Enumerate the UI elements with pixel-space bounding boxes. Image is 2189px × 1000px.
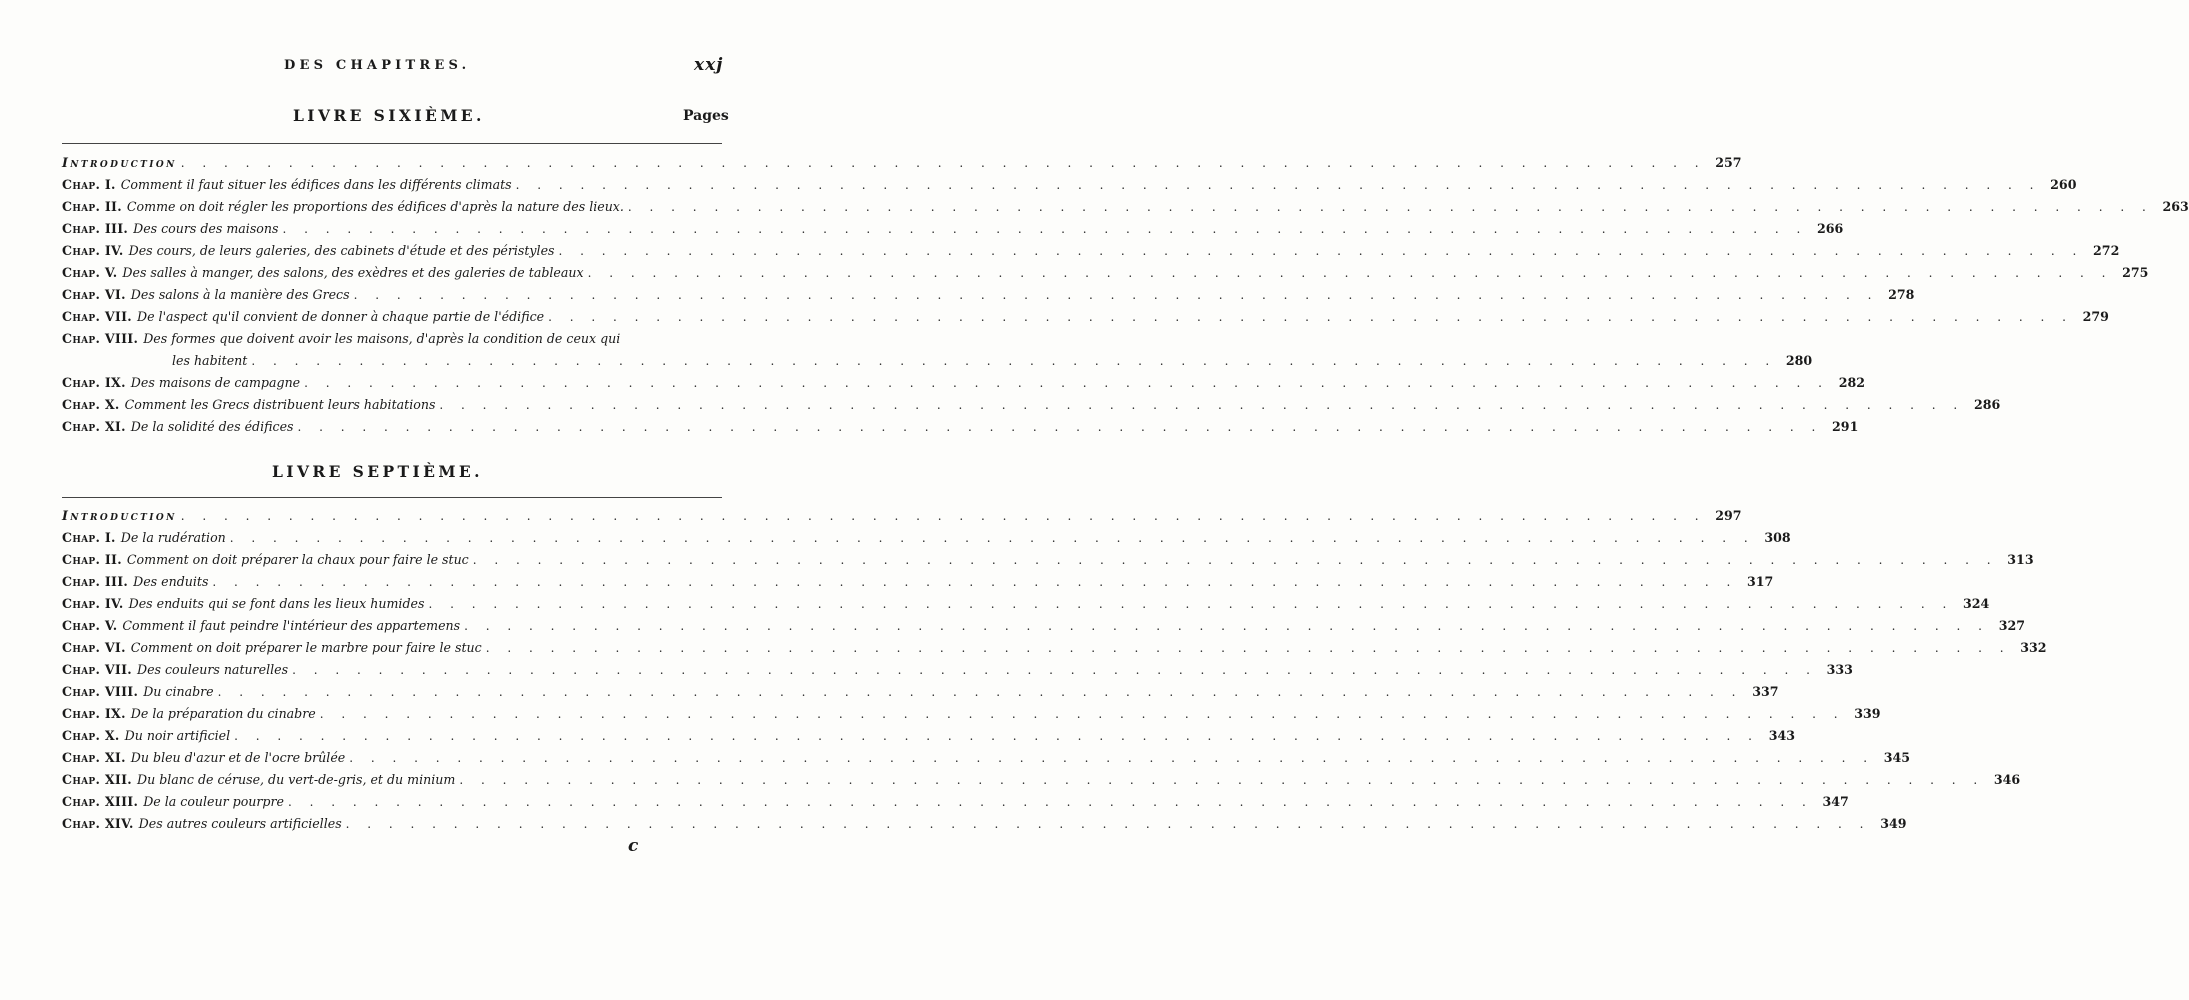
chapter-title: De l'aspect qu'il convient de donner à chaque partie de l'édifice — [136, 309, 545, 324]
dot-leader — [559, 240, 2084, 262]
chapter-title: Comme on doit régler les proportions des édifices d'après la nature des lieux. — [126, 199, 624, 214]
chapter-title: Des maisons de campagne — [130, 375, 301, 390]
page-reference: 279 — [2082, 309, 2109, 324]
chapter-title: Du cinabre — [143, 684, 214, 699]
page-reference: 286 — [1973, 397, 2001, 412]
toc-entry — [62, 791, 1849, 813]
chapter-label: Chap. V. — [62, 618, 118, 633]
toc-entry — [62, 284, 1915, 306]
chapter-label: Chap. X. — [62, 728, 120, 743]
divider — [62, 497, 722, 498]
chapter-label: Chap. XIII. — [62, 794, 139, 809]
dot-leader — [439, 394, 1964, 416]
chapter-label: Chap. XI. — [62, 419, 126, 434]
chapter-title: Comment on doit préparer la chaux pour faire le stuc — [126, 552, 469, 567]
chapter-label: Chap. VIII. — [62, 684, 139, 699]
dot-leader — [473, 549, 1998, 571]
page-reference: 345 — [1883, 750, 1911, 765]
toc-entry — [62, 527, 1791, 549]
dot-leader — [181, 152, 1706, 174]
chapter-title: Comment les Grecs distribuent leurs habitations — [124, 397, 436, 412]
toc-entry — [62, 615, 2025, 637]
chapter-label: Chap. VII. — [62, 662, 132, 677]
toc-entry — [62, 747, 1911, 769]
page-reference: 278 — [1888, 287, 1915, 302]
page-reference: 347 — [1822, 794, 1849, 809]
dot-leader — [428, 593, 1953, 615]
page-reference: 308 — [1764, 530, 1791, 545]
dot-leader — [628, 196, 2153, 218]
chapter-title: Des salons à la manière des Grecs — [130, 287, 350, 302]
chapter-title: Du bleu d'azur et de l'ocre brûlée — [130, 750, 346, 765]
dot-leader — [516, 174, 2041, 196]
chapter-title: De la solidité des édifices — [130, 419, 294, 434]
page-reference: 317 — [1746, 574, 1774, 589]
toc-entry — [62, 505, 1742, 527]
toc-entry — [62, 769, 2021, 791]
page-reference: 297 — [1715, 508, 1742, 523]
introduction-label: Introduction — [62, 155, 177, 170]
toc-entry — [62, 416, 1859, 438]
running-title: DES CHAPITRES. — [284, 58, 471, 73]
toc-entry — [62, 262, 2149, 284]
chapter-title: Comment il faut peindre l'intérieur des appartemens — [122, 618, 461, 633]
book-seven-contents — [62, 505, 2047, 835]
toc-entry — [62, 659, 1853, 681]
toc-entry — [62, 637, 2047, 659]
introduction-label: Introduction — [62, 508, 177, 523]
page-reference: 257 — [1715, 155, 1742, 170]
toc-entry — [62, 725, 1795, 747]
page-reference: 349 — [1880, 816, 1907, 831]
chapter-title: Du noir artificiel — [124, 728, 231, 743]
dot-leader — [346, 813, 1871, 835]
chapter-title: Des salles à manger, des salons, des exèdres et des galeries de tableaux — [122, 265, 584, 280]
page-reference: 291 — [1832, 419, 1859, 434]
chapter-label: Chap. VI. — [62, 640, 126, 655]
dot-leader — [548, 306, 2073, 328]
chapter-label: Chap. IV. — [62, 596, 124, 611]
dot-leader — [588, 262, 2113, 284]
pages-column-label: Pages — [683, 108, 729, 124]
chapter-title: Du blanc de céruse, du vert-de-gris, et du minium — [136, 772, 456, 787]
chapter-title: Des couleurs naturelles — [136, 662, 289, 677]
page-reference: 260 — [2050, 177, 2077, 192]
dot-leader — [349, 747, 1874, 769]
toc-entry — [62, 703, 1881, 725]
page-reference: 313 — [2007, 552, 2034, 567]
toc-entry — [62, 152, 1742, 174]
chapter-title: Des formes que doivent avoir les maisons, d'après la condition de ceux qui — [143, 331, 621, 346]
page-reference: 337 — [1752, 684, 1779, 699]
chapter-title: De la rudération — [120, 530, 226, 545]
chapter-label: Chap. IX. — [62, 375, 126, 390]
dot-leader — [251, 350, 1776, 372]
chapter-title: Comment on doit préparer le marbre pour faire le stuc — [130, 640, 482, 655]
dot-leader — [486, 637, 2011, 659]
chapter-label: Chap. VIII. — [62, 331, 139, 346]
dot-leader — [354, 284, 1879, 306]
chapter-label: Chap. II. — [62, 552, 122, 567]
chapter-label: Chap. III. — [62, 574, 129, 589]
page-reference: 280 — [1785, 353, 1813, 368]
toc-entry — [62, 571, 1774, 593]
toc-entry — [62, 372, 1865, 394]
chapter-title: Des autres couleurs artificielles — [138, 816, 342, 831]
toc-entry — [62, 218, 1844, 240]
chapter-label: Chap. XIV. — [62, 816, 134, 831]
toc-entry — [62, 240, 2120, 262]
toc-entry — [62, 681, 1779, 703]
dot-leader — [464, 615, 1989, 637]
page-reference: 263 — [2162, 199, 2189, 214]
dot-leader — [304, 372, 1829, 394]
chapter-title: Des cours des maisons — [133, 221, 279, 236]
toc-entry — [62, 174, 2077, 196]
chapter-title: De la préparation du cinabre — [130, 706, 316, 721]
page-reference: 339 — [1854, 706, 1881, 721]
toc-entry — [62, 394, 2001, 416]
chapter-title: Des enduits — [133, 574, 209, 589]
toc-entry — [62, 328, 1813, 372]
page-reference: 333 — [1826, 662, 1853, 677]
page-reference: 272 — [2093, 243, 2120, 258]
chapter-title: Des enduits qui se font dans les lieux humides — [128, 596, 425, 611]
page-reference: 282 — [1838, 375, 1865, 390]
book-six-contents — [62, 152, 2189, 438]
chapter-label: Chap. VI. — [62, 287, 126, 302]
chapter-label: Chap. XI. — [62, 750, 126, 765]
book-seven-title: LIVRE SEPTIÈME. — [272, 462, 483, 481]
toc-entry — [62, 196, 2189, 218]
dot-leader — [234, 725, 1759, 747]
chapter-label: Chap. IX. — [62, 706, 126, 721]
dot-leader — [288, 791, 1813, 813]
chapter-label: Chap. III. — [62, 221, 129, 236]
chapter-label: Chap. II. — [62, 199, 122, 214]
dot-leader — [181, 505, 1706, 527]
page-reference: 346 — [1993, 772, 2021, 787]
page-reference: 275 — [2122, 265, 2149, 280]
chapter-label: Chap. XII. — [62, 772, 132, 787]
dot-leader — [218, 681, 1743, 703]
chapter-title: Des cours, de leurs galeries, des cabinets d'étude et des péristyles — [128, 243, 555, 258]
dot-leader — [212, 571, 1737, 593]
chapter-label: Chap. V. — [62, 265, 118, 280]
toc-entry — [62, 593, 1990, 615]
chapter-label: Chap. I. — [62, 530, 116, 545]
chapter-label: Chap. X. — [62, 397, 120, 412]
signature-mark: c — [628, 836, 639, 856]
chapter-label: Chap. I. — [62, 177, 116, 192]
page-number: xxj — [694, 55, 724, 75]
dot-leader — [282, 218, 1807, 240]
dot-leader — [298, 416, 1823, 438]
dot-leader — [459, 769, 1984, 791]
chapter-title-continued: les habitent — [172, 353, 248, 368]
page-reference: 266 — [1816, 221, 1844, 236]
toc-entry — [62, 306, 2109, 328]
dot-leader — [230, 527, 1755, 549]
chapter-title: De la couleur pourpre — [143, 794, 284, 809]
toc-entry — [62, 813, 1907, 835]
divider — [62, 143, 722, 144]
running-header — [0, 55, 791, 82]
chapter-label: Chap. IV. — [62, 243, 124, 258]
book-six-title: LIVRE SIXIÈME. — [293, 106, 485, 125]
page-reference: 343 — [1768, 728, 1795, 743]
dot-leader — [292, 659, 1817, 681]
page-reference: 332 — [2020, 640, 2047, 655]
chapter-label: Chap. VII. — [62, 309, 132, 324]
page-reference: 327 — [1998, 618, 2025, 633]
page-reference: 324 — [1962, 596, 1990, 611]
dot-leader — [320, 703, 1845, 725]
chapter-title: Comment il faut situer les édifices dans les différents climats — [120, 177, 512, 192]
toc-entry — [62, 549, 2034, 571]
